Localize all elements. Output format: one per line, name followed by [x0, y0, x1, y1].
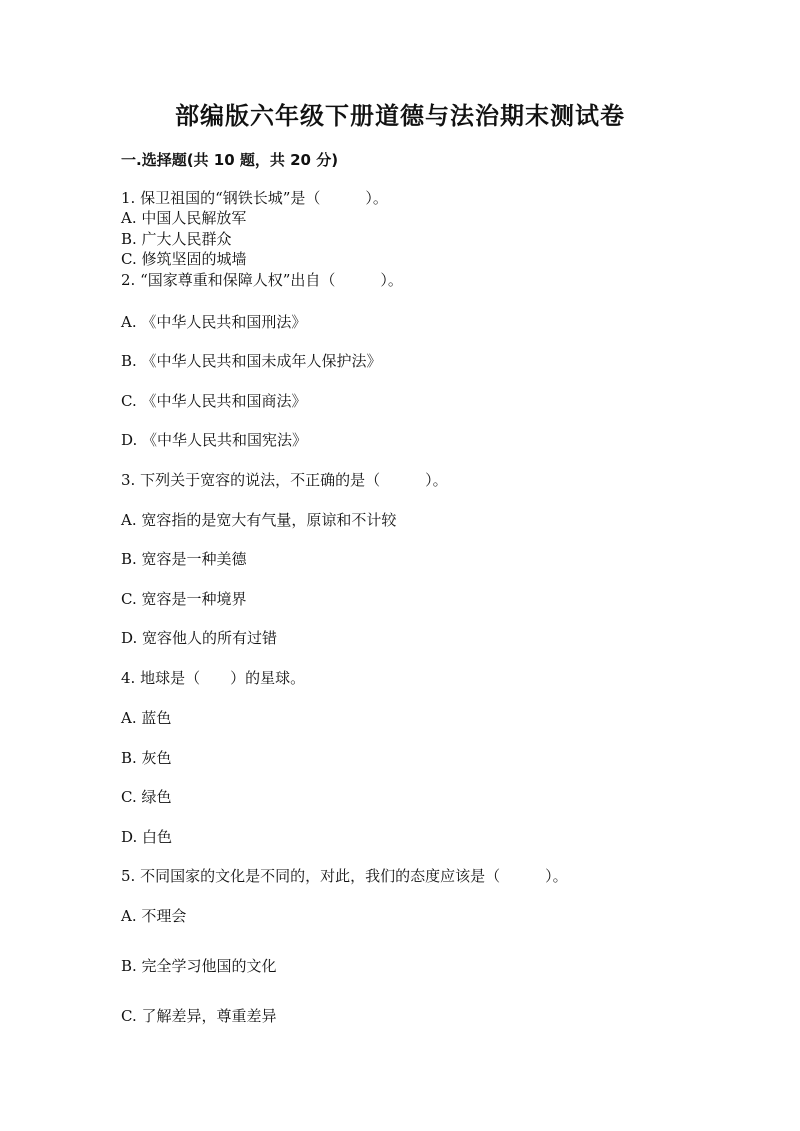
- question-5-option-a: A. 不理会: [121, 907, 187, 925]
- question-5-stem: 5. 不同国家的文化是不同的，对此，我们的态度应该是（ ）。: [121, 867, 568, 885]
- question-3-stem: 3. 下列关于宽容的说法，不正确的是（ ）。: [121, 471, 448, 489]
- section-heading: 一.选择题(共 10 题，共 20 分): [121, 151, 339, 169]
- question-1-option-a: A. 中国人民解放军: [121, 209, 247, 227]
- question-2-option-c: C. 《中华人民共和国商法》: [121, 392, 307, 410]
- question-5-option-b: B. 完全学习他国的文化: [121, 957, 277, 975]
- question-3-option-b: B. 宽容是一种美德: [121, 550, 247, 568]
- question-2-option-b: B. 《中华人民共和国未成年人保护法》: [121, 352, 382, 370]
- question-4-option-a: A. 蓝色: [121, 709, 172, 727]
- question-2-option-a: A. 《中华人民共和国刑法》: [121, 313, 307, 331]
- question-4-option-b: B. 灰色: [121, 749, 172, 767]
- question-1-option-c: C. 修筑坚固的城墙: [121, 250, 247, 268]
- question-4-option-d: D. 白色: [121, 828, 173, 846]
- question-4-option-c: C. 绿色: [121, 788, 172, 806]
- question-5-option-c: C. 了解差异，尊重差异: [121, 1007, 277, 1025]
- question-3-option-d: D. 宽容他人的所有过错: [121, 629, 278, 647]
- document-title: 部编版六年级下册道德与法治期末测试卷: [175, 102, 625, 130]
- question-1-option-b: B. 广大人民群众: [121, 230, 232, 248]
- question-4-stem: 4. 地球是（ ）的星球。: [121, 669, 306, 687]
- question-3-option-a: A. 宽容指的是宽大有气量，原谅和不计较: [121, 511, 397, 529]
- question-2-stem: 2. “国家尊重和保障人权”出自（ ）。: [121, 271, 403, 289]
- question-2-option-d: D. 《中华人民共和国宪法》: [121, 431, 308, 449]
- question-3-option-c: C. 宽容是一种境界: [121, 590, 247, 608]
- question-1-stem: 1. 保卫祖国的“钢铁长城”是（ ）。: [121, 189, 388, 207]
